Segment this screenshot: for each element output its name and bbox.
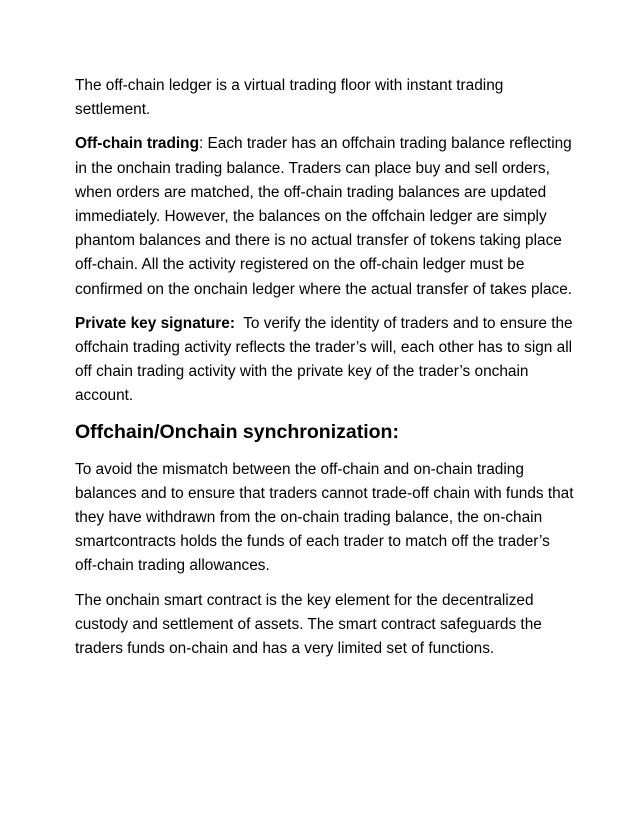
intro-paragraph: The off-chain ledger is a virtual trading floor with instant trading settlement. — [75, 77, 504, 119]
offchain-trading-text: : Each trader has an offchain trading balance reflecting in the onchain trading balance. Traders can place buy and sell orders, when orders are matched, the off-chain trading balances are updated immediately. However, the balances on the offchain ledger are simply phantom balances and there is no actual transfer of tokens taking place off-chain. All the activity registered on the off-chain ledger must be confirmed on the onchain ledger where the actual transfer of takes place. — [75, 135, 573, 298]
private-key-lead: Private key signature: — [75, 314, 235, 332]
sync-paragraph-1: To avoid the mismatch between the off-chain and on-chain trading balances and to ensure that traders cannot trade-off chain with funds that they have withdrawn from the on-chain trading balance, the on-chain smartcontracts holds the funds of each trader to match off the trader’s off-chain trading allowances. — [75, 460, 574, 575]
private-key-paragraph — [75, 312, 575, 409]
offchain-trading-paragraph — [75, 132, 575, 301]
offchain-trading-lead: Off-chain trading — [75, 135, 199, 153]
document-page — [75, 74, 575, 671]
sync-paragraph-2: The onchain smart contract is the key element for the decentralized custody and settlement of assets. The smart contract safeguards the traders funds on-chain and has a very limited set of functions. — [75, 591, 542, 658]
sync-heading: Offchain/Onchain synchronization: — [75, 420, 399, 443]
private-key-text: To verify the identity of traders and to ensure the offchain trading activity reflects the trader’s will, each other has to sign all off chain trading activity with the private key of the trader’s onchain account. — [75, 314, 577, 405]
